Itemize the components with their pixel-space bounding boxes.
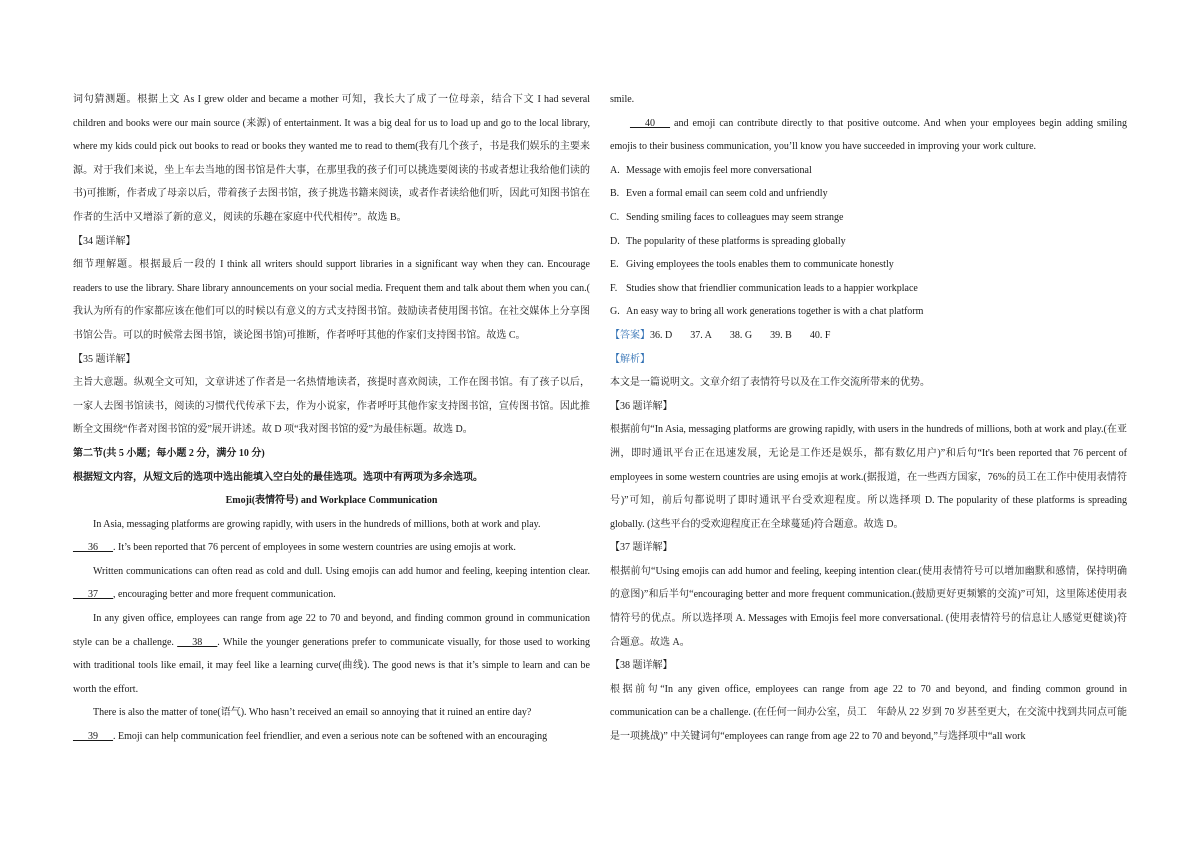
option-text: Message with emojis feel more conversational: [626, 164, 812, 176]
section-heading: 第二节(共 5 小题；每小题 2 分，满分 10 分): [73, 447, 265, 459]
passage-paragraph-7: [610, 112, 1127, 159]
q36-explanation: 根据前句“In Asia, messaging platforms are growing rapidly, with users in the hundreds of millions, both at work and play.(在亚洲，即时通讯平台正在迅速发展，无论是工作还是娱乐，都有数亿用户)”和后句“It's been reported that 76 percent of employees in some western countries are using emojis at work.(据报道，在一些西方国家，76%的员工在工作中使用表情符号)”可知，前后句都说明了即时通讯平台受欢迎程度。所以选择项 D. The popularity of these platforms is spreading globally. (这些平台的受欢迎程度正在全球蔓延)符合题意。故选 D。: [610, 424, 1127, 530]
option-letter: E.: [610, 259, 619, 271]
option-letter: G.: [610, 306, 620, 318]
passage-paragraph-5: There is also the matter of tone(语气). Who hasn’t received an email so annoying that it ruined an entire day?: [93, 707, 532, 719]
passage-text: In any given office, employees can range from age 22 to 70 and beyond, and finding common ground in communication style can be a challenge.: [73, 613, 590, 648]
q35-heading: 【35 题详解】: [73, 353, 136, 365]
option-text: Giving employees the tools enables them to communicate honestly: [626, 259, 894, 271]
option-text: Studies show that friendlier communication leads to a happier workplace: [626, 282, 918, 294]
passage-paragraph-6: [73, 725, 590, 749]
option-c: [610, 206, 1127, 230]
option-g: [610, 300, 1127, 324]
answer-38: 38. G: [729, 329, 753, 341]
analysis-label: 【解析】: [610, 353, 650, 365]
blank-37: ___37___: [73, 589, 113, 601]
passage-text: . While the younger generations prefer to communicate visually, for those used to working with traditional tools like email, it may feel like a learning curve(曲线). The good news is that it’s simple to learn and can be worth the effort.: [73, 636, 590, 695]
passage-paragraph-3: [73, 560, 590, 607]
option-text: An easy way to bring all work generations together is with a chat platform: [626, 306, 924, 318]
option-b: [610, 182, 1127, 206]
q36-heading: 【36 题详解】: [610, 400, 673, 412]
option-f: [610, 277, 1127, 301]
passage-paragraph-1: In Asia, messaging platforms are growing rapidly, with users in the hundreds of millions, both at work and play.: [93, 518, 541, 530]
answer-label: 【答案】: [610, 329, 650, 341]
passage-title: Emoji(表情符号) and Workplace Communication: [225, 495, 438, 507]
q33-explanation: 词句猜测题。根据上文 As I grew older and became a mother 可知，我长大了成了一位母亲，结合下文 I had several children and books were our main source (来源) of entertainment. It was a big deal for us to load up and go to the local library, where my kids could pick out books to read or books they wanted me to read to them(我有几个孩子，书是我们娱乐的主要来源。对于我们来说，坐上车去当地的图书馆是件大事，在那里我的孩子们可以挑选要阅读的书或者想让我给他们读的书)可推断，作者成了母亲以后，带着孩子去图书馆，孩子挑选书籍来阅读，或者作者读给他们听，因此可知图书馆在作者的生活中又增添了新的意义，阅读的乐趣在家庭中代代相传”。故选 B。: [73, 94, 590, 223]
passage-text: and emoji can contribute directly to that positive outcome. And when your employees begin adding smiling emojis to their business communication, you’ll know you have succeeded in improving your work culture.: [610, 117, 1127, 153]
passage-paragraph-6-end: smile.: [610, 94, 635, 105]
blank-38: ___38___: [177, 636, 218, 648]
q35-explanation: 主旨大意题。纵观全文可知，文章讲述了作者是一名热情地读者，孩提时喜欢阅读，工作在图书馆。有了孩子以后，一家人去图书馆读书，阅读的习惯代代传承下去，作为小说家，作者呼吁其他作家支持图书馆，宣传图书馆。因此推断全文围绕“作者对图书馆的爱”展开讲述。故 D 项“我对图书馆的爱”为最佳标题。故选 D。: [73, 377, 590, 436]
q34-explanation: 细节理解题。根据最后一段的 I think all writers should support libraries in a significant way when they can. Encourage readers to use the library. Share library announcements on your social media. Frequent them and talk about them when you can.( 我认为所有的作家都应该在他们可以的时候以有意义的方式支持图书馆。鼓励读者使用图书馆。在社交媒体上分享图书馆公告。可以的时候常去图书馆，谈论图书馆)可推断，作者呼吁其他的作家们支持图书馆。故选 C。: [73, 259, 590, 341]
passage-text: , encouraging better and more frequent communication.: [113, 589, 336, 601]
q38-heading: 【38 题详解】: [610, 660, 673, 672]
option-letter: D.: [610, 235, 620, 247]
right-column: [610, 88, 1127, 749]
analysis-text: 本文是一篇说明文。文章介绍了表情符号以及在工作交流所带来的优势。: [610, 377, 930, 389]
passage-text: . Emoji can help communication feel friendlier, and even a serious note can be softened with an encouraging: [113, 731, 548, 743]
q37-explanation: 根据前句“Using emojis can add humor and feeling, keeping intention clear.(使用表情符号可以增加幽默和感情，保持明确的意图)”和后半句“encouraging better and more frequent communication.(鼓励更好更频繁的交流)”可知，这里陈述使用表情符号的优点。所以选择项 A. Messages with Emojis feel more conversational. (使用表情符号的信息让人感觉更健谈)符合题意。故选 A。: [610, 565, 1127, 648]
option-letter: A.: [610, 164, 620, 176]
option-e: [610, 253, 1127, 277]
answer-line: [610, 324, 1127, 348]
option-text: The popularity of these platforms is spreading globally: [626, 235, 846, 247]
options-list: [610, 159, 1127, 324]
passage-paragraph-4: [73, 607, 590, 701]
option-text: Sending smiling faces to colleagues may seem strange: [626, 211, 844, 223]
blank-36: ___36___: [73, 542, 113, 554]
passage-paragraph-2: [73, 536, 590, 560]
blank-40: ___40___: [630, 117, 670, 129]
q37-heading: 【37 题详解】: [610, 542, 673, 554]
option-letter: B.: [610, 188, 620, 200]
option-a: [610, 159, 1127, 183]
passage-text: . It’s been reported that 76 percent of employees in some western countries are using emojis at work.: [113, 542, 516, 554]
blank-39: ___39___: [73, 731, 113, 743]
q34-heading: 【34 题详解】: [73, 235, 136, 247]
section-instruction: 根据短文内容，从短文后的选项中选出能填入空白处的最佳选项。选项中有两项为多余选项。: [73, 471, 483, 483]
answer-39: 39. B: [770, 329, 792, 341]
option-letter: C.: [610, 211, 620, 223]
passage-text: Written communications can often read as cold and dull. Using emojis can add humor and feeling, keeping intention clear.: [93, 565, 590, 577]
answer-36: 36. D: [650, 329, 673, 341]
option-d: [610, 230, 1127, 254]
option-letter: F.: [610, 282, 618, 294]
q38-explanation: 根据前句“In any given office, employees can range from age 22 to 70 and beyond, and finding common ground in communication can be a challenge. (在任何一间办公室，员工 年龄从 22 岁到 70 岁甚至更大，在交流中找到共同点可能是一项挑战)” 中关键词句“employees can range from age 22 to 70 and beyond,”与选择项中“all work: [610, 683, 1127, 743]
answer-37: 37. A: [690, 329, 712, 341]
answer-40: 40. F: [809, 329, 831, 341]
option-text: Even a formal email can seem cold and unfriendly: [626, 188, 828, 200]
left-column: [73, 88, 590, 749]
